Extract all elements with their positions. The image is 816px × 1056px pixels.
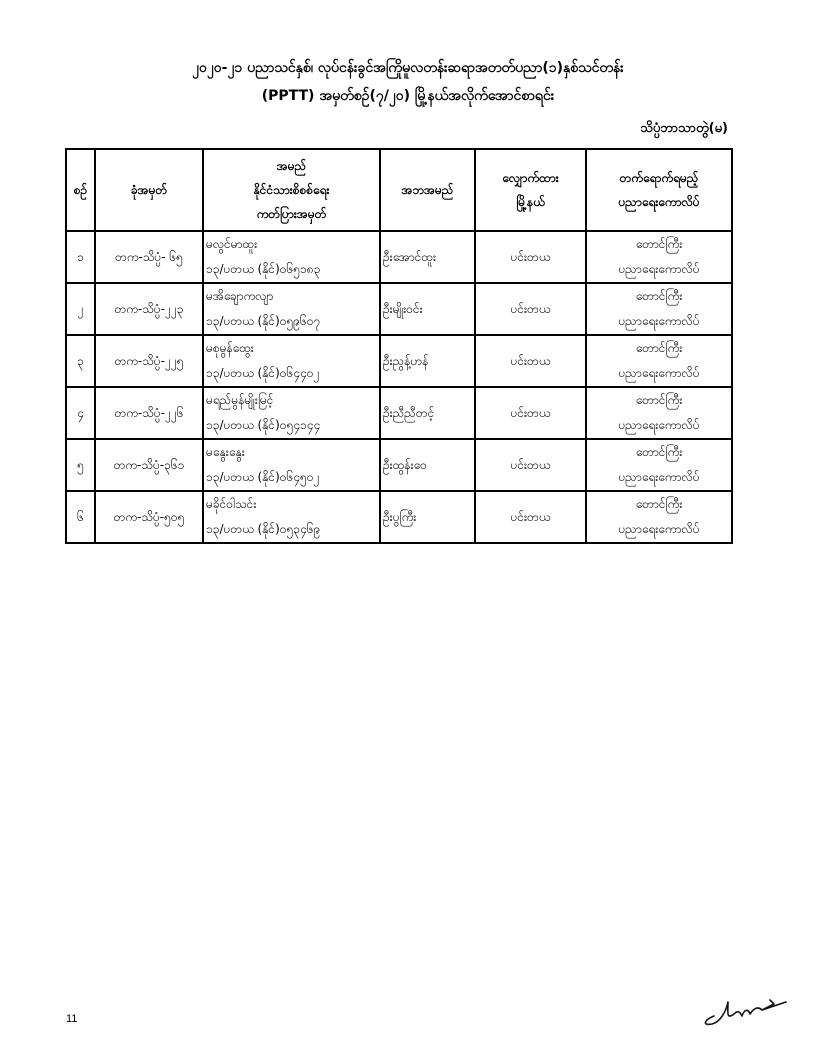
cell-no: ၃ [66,335,95,387]
cell-name: မစုမွန်ထွေး [206,341,254,355]
header-township-line2: မြို့နယ် [516,195,545,209]
cell-roll-number: တက-သိပ္ပံ-၃၆၁ [95,439,203,491]
header-college [586,149,732,231]
header-father-name: အဘအမည် [380,149,475,231]
cell-name-nrc [203,231,380,283]
cell-college [586,283,732,335]
cell-name-nrc [203,439,380,491]
cell-college-line1: တောင်ကြီး [635,341,683,355]
cell-no: ၄ [66,387,95,439]
cell-college [586,231,732,283]
cell-college-line2: ပညာရေးကောလိပ် [618,522,700,536]
cell-college-line1: တောင်ကြီး [635,445,683,459]
cell-no: ၅ [66,439,95,491]
cell-name: မအိချောကလျာ [206,289,274,303]
cell-nrc: ၁၃/ပတယ (နိုင်)၀၆၄၄၀၂ [206,366,320,380]
table-row [66,439,732,491]
cell-name: မလွင်မာထူး [206,237,258,251]
cell-roll-number: တက-သိပ္ပံ-၅၀၅ [95,491,203,543]
cell-college [586,335,732,387]
header-card-line: ကတ်ပြားအမှတ် [256,207,327,221]
cell-father-name: ဦးညွန့်ဟန် [380,335,475,387]
cell-no: ၆ [66,491,95,543]
cell-college-line2: ပညာရေးကောလိပ် [618,470,700,484]
cell-name-nrc [203,387,380,439]
header-name-nrc [203,149,380,231]
cell-college-line2: ပညာရေးကောလိပ် [618,262,700,276]
cell-nrc: ၁၃/ပတယ (နိုင်)၀၅၃၄၆၉ [206,522,321,536]
cell-township: ပင်းတယ [475,231,586,283]
cell-father-name: ဦးညီညီတင့် [380,387,475,439]
cell-nrc: ၁၃/ပတယ (နိုင်)၀၆၄၅၀၂ [206,470,320,484]
cell-nrc: ၁၃/ပတယ (နိုင်)၀၆၅၁၈၃ [206,262,321,276]
cell-college [586,387,732,439]
cell-name: မခိုင်ဝါသင်း [206,497,257,511]
header-township-line1: လျှောက်ထား [502,171,559,185]
cell-college-line1: တောင်ကြီး [635,497,683,511]
cell-township: ပင်းတယ [475,439,586,491]
document-title: ၂၀၂၀-၂၁ ပညာသင်နှစ်၊ လုပ်ငန်းခွင်အကြိုမူလတန်းဆရာအတတ်ပညာ(၁)နှစ်သင်တန်း [192,60,624,76]
cell-township: ပင်းတယ [475,491,586,543]
cell-college-line1: တောင်ကြီး [635,237,683,251]
cell-roll-number: တက-သိပ္ပံ-၂၂၃ [95,283,203,335]
table-row [66,491,732,543]
header-college-line1: တက်ရောက်ရမည့် [619,171,699,185]
header-college-line2: ပညာရေးကောလိပ် [618,195,700,209]
cell-college-line2: ပညာရေးကောလိပ် [618,418,700,432]
cell-name-nrc [203,491,380,543]
cell-college-line2: ပညာရေးကောလိပ် [618,366,700,380]
cell-no: ၂ [66,283,95,335]
page-number: 11 [66,1013,78,1025]
table-row [66,283,732,335]
cell-township: ပင်းတယ [475,387,586,439]
table-header-row [66,149,732,231]
header-name-line: အမည် [276,159,307,173]
header-roll-number: ခုံအမှတ် [95,149,203,231]
cell-father-name: ဦးအောင်ထူး [380,231,475,283]
cell-township: ပင်းတယ [475,335,586,387]
cell-name: မရည်မွန်မျိုးမြင့် [206,393,274,407]
pass-list-table [65,148,733,544]
cell-father-name: ဦးပွကြီး [380,491,475,543]
cell-name: မနွေးနွေး [206,445,245,459]
cell-college [586,491,732,543]
cell-name-nrc [203,335,380,387]
header-nrc-line: နိုင်ငံသားစိစစ်ရေး [253,183,330,197]
cell-roll-number: တက-သိပ္ပံ- ၆၅ [95,231,203,283]
cell-college-line2: ပညာရေးကောလိပ် [618,314,700,328]
cell-college-line1: တောင်ကြီး [635,289,683,303]
cell-no: ၁ [66,231,95,283]
cell-roll-number: တက-သိပ္ပံ-၂၂၆ [95,387,203,439]
cell-college [586,439,732,491]
cell-nrc: ၁၃/ပတယ (နိုင်)၀၅၉၆၀၇ [206,314,321,328]
table-row [66,335,732,387]
header-township [475,149,586,231]
cell-father-name: ဦးမျိုးဝင်း [380,283,475,335]
cell-township: ပင်းတယ [475,283,586,335]
cell-father-name: ဦးထွန်းဝေ [380,439,475,491]
subject-group-label: သိပ္ပံဘာသာတွဲ(မ) [640,121,728,136]
signature-icon [700,990,790,1030]
document-subtitle: (PPTT) အမှတ်စဉ်(၇/၂၀) မြို့နယ်အလိုက်အောင်စာရင်း [261,88,555,104]
header-no: စဉ် [66,149,95,231]
cell-nrc: ၁၃/ပတယ (နိုင်)၀၅၄၁၄၄ [206,418,321,432]
cell-roll-number: တက-သိပ္ပံ-၂၂၅ [95,335,203,387]
table-row [66,231,732,283]
cell-name-nrc [203,283,380,335]
cell-college-line1: တောင်ကြီး [635,393,683,407]
table-row [66,387,732,439]
